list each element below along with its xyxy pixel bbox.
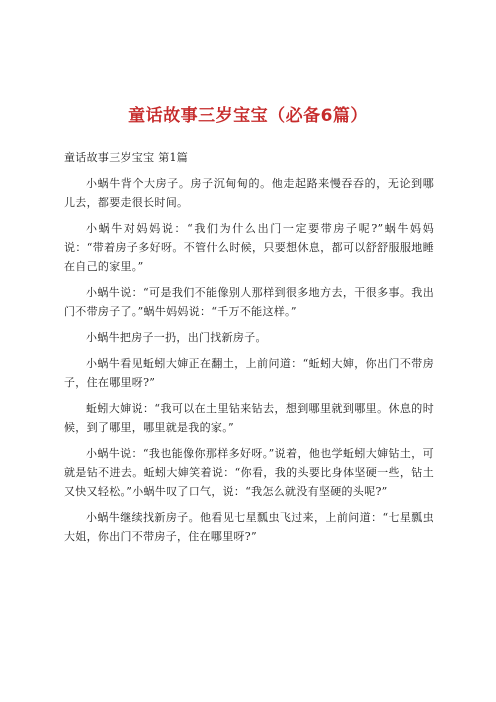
document-title: 童话故事三岁宝宝（必备6篇） xyxy=(128,106,368,126)
paragraph-2: 小蜗牛对妈妈说：“我们为什么出门一定要带房子呢?”蜗牛妈妈说：“带着房子多好呀。不管什么时候，只要想休息，都可以舒舒服服地睡在自己的家里。” xyxy=(64,222,434,273)
paragraph-6: 蚯蚓大婶说：“我可以在土里钻来钻去，想到哪里就到哪里。休息的时候，到了哪里，哪里就是我的家。” xyxy=(64,402,434,434)
paragraph-8: 小蜗牛继续找新房子。他看见七星瓢虫飞过来，上前问道：“七星瓢虫大姐，你出门不带房子，住在哪里呀?” xyxy=(64,511,434,543)
paragraph-3: 小蜗牛说：“可是我们不能像别人那样到很多地方去，干很多事。我出门不带房子了。”蜗牛妈妈说：“千万不能这样。” xyxy=(64,286,434,318)
paragraph-4: 小蜗牛把房子一扔，出门找新房子。 xyxy=(86,331,267,344)
section-heading: 童话故事三岁宝宝 第1篇 xyxy=(64,151,189,164)
paragraph-7: 小蜗牛说：“我也能像你那样多好呀。”说着，他也学蚯蚓大婶钻土，可就是钻不进去。蚯蚓大婶笑着说：“你看，我的头要比身体坚硬一些，钻土又快又轻松。”小蜗牛叹了口气，说：“我怎么就没有坚硬的头呢?” xyxy=(64,447,434,498)
document-body xyxy=(64,148,434,553)
paragraph-5: 小蜗牛看见蚯蚓大婶正在翻土，上前问道：“蚯蚓大婶，你出门不带房子，住在哪里呀?” xyxy=(64,357,434,389)
paragraph-1: 小蜗牛背个大房子。房子沉甸甸的。他走起路来慢吞吞的，无论到哪儿去，都要走很长时间。 xyxy=(64,177,434,209)
